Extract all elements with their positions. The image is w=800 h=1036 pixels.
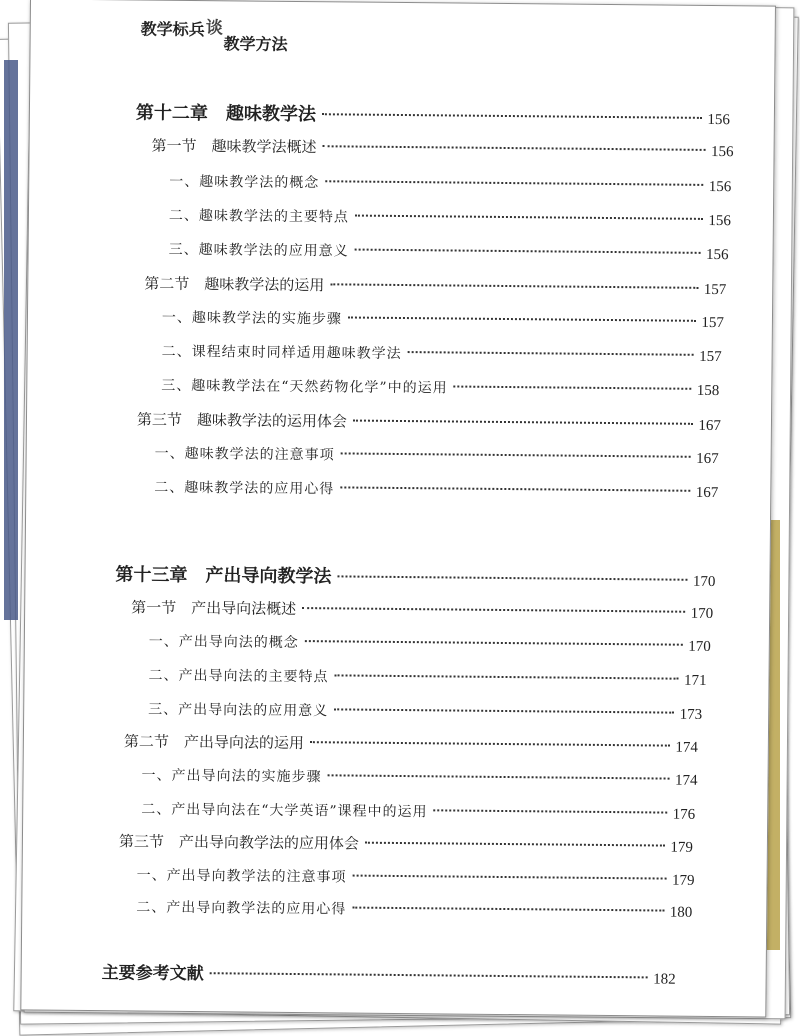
toc-item[interactable] <box>154 477 718 502</box>
toc-section[interactable] <box>124 730 698 757</box>
dot-leader <box>454 386 691 390</box>
dot-leader <box>323 145 705 151</box>
dot-leader <box>348 316 696 321</box>
toc-page-number: 156 <box>706 246 729 264</box>
toc-page-number: 156 <box>708 178 732 196</box>
toc-section-title: 第二节 趣味教学法的运用 <box>144 274 325 295</box>
dot-leader <box>335 674 679 679</box>
toc-page-number: 182 <box>653 971 676 988</box>
toc-page-number: 158 <box>696 382 720 400</box>
dot-leader <box>340 486 690 491</box>
toc-item[interactable] <box>162 307 724 332</box>
dot-leader <box>334 708 674 713</box>
dot-leader <box>322 113 702 119</box>
dot-leader <box>353 420 692 425</box>
toc-item-title: 一、产出导向教学法的注意事项 <box>136 867 347 886</box>
toc-page-number: 156 <box>707 111 730 129</box>
toc-item-title: 三、产出导向法的应用意义 <box>148 701 329 720</box>
toc-item[interactable] <box>148 699 702 724</box>
toc-item[interactable] <box>155 443 719 468</box>
dot-leader <box>365 842 664 847</box>
toc-section-title: 第一节 产出导向法概述 <box>131 598 297 619</box>
toc-item[interactable] <box>169 205 731 230</box>
toc-item-title: 二、产出导向法的主要特点 <box>148 667 329 686</box>
toc-item[interactable] <box>162 341 722 366</box>
toc-section[interactable] <box>137 408 721 435</box>
dot-leader <box>210 972 647 978</box>
toc-page-number: 179 <box>670 839 693 856</box>
toc-section[interactable] <box>119 830 693 857</box>
toc-page-number: 167 <box>695 484 719 502</box>
toc-page-number: 156 <box>710 143 734 161</box>
toc-page-number: 180 <box>669 904 693 921</box>
toc-chapter-title: 第十三章 产出导向教学法 <box>115 564 332 588</box>
toc-section-title: 第三节 产出导向教学法的应用体会 <box>118 832 360 853</box>
toc-chapter-13[interactable] <box>115 560 715 592</box>
toc-page-number: 157 <box>699 348 722 366</box>
toc-item-title: 二、课程结束时同样适用趣味教学法 <box>161 343 402 363</box>
dot-leader <box>337 575 687 580</box>
cover-edge-blue <box>4 60 18 620</box>
dot-leader <box>408 351 694 356</box>
dot-leader <box>328 774 670 779</box>
toc-chapter-title: 第十二章 趣味教学法 <box>135 102 317 126</box>
toc-item-title: 一、趣味教学法的实施步骤 <box>161 309 343 328</box>
dot-leader <box>434 809 667 813</box>
toc-item[interactable] <box>161 375 719 400</box>
dot-leader <box>353 875 667 880</box>
dot-leader <box>330 283 697 289</box>
dot-leader <box>302 607 684 613</box>
toc-item[interactable] <box>149 631 711 656</box>
running-head-part1: 教学标兵 <box>140 19 205 40</box>
toc-page <box>20 0 776 1018</box>
dot-leader <box>325 180 703 186</box>
toc-references-title: 主要参考文献 <box>101 963 204 985</box>
toc-item-title: 一、趣味教学法的概念 <box>169 173 320 192</box>
toc-item[interactable] <box>141 799 695 824</box>
running-head-part2: 教学方法 <box>223 34 288 54</box>
toc-page-number: 174 <box>674 772 698 789</box>
toc-item-title: 二、趣味教学法的主要特点 <box>168 207 350 226</box>
dot-leader <box>352 907 664 912</box>
toc-page-number: 167 <box>698 417 722 435</box>
toc-page-number: 174 <box>675 739 698 756</box>
toc-item-title: 三、趣味教学法在“天然药物化学”中的运用 <box>161 377 448 397</box>
toc-item-title: 一、产出导向法的实施步骤 <box>141 767 322 786</box>
dot-leader <box>341 452 691 457</box>
toc-section-title: 第一节 趣味教学法概述 <box>151 136 317 157</box>
toc-item-title: 一、产出导向法的概念 <box>148 633 299 652</box>
running-head <box>140 14 288 54</box>
toc-item-title: 二、趣味教学法的应用心得 <box>154 479 335 498</box>
toc-page-number: 167 <box>696 450 719 468</box>
toc-page-number: 170 <box>692 573 716 591</box>
toc-section-title: 第二节 产出导向法的运用 <box>123 732 304 753</box>
dot-leader <box>355 215 703 220</box>
toc-page-number: 176 <box>672 806 696 823</box>
toc-page-number: 157 <box>703 281 727 299</box>
toc-page-number: 156 <box>708 212 731 230</box>
toc-item-title: 三、趣味教学法的应用意义 <box>168 241 349 260</box>
toc-chapter-12[interactable] <box>136 98 730 130</box>
toc-page-number: 173 <box>679 706 703 723</box>
toc-item[interactable] <box>136 896 692 921</box>
toc-page-number: 170 <box>688 638 711 655</box>
dot-leader <box>310 741 669 746</box>
toc-page-number: 157 <box>701 314 725 332</box>
toc-item[interactable] <box>169 239 729 264</box>
toc-section[interactable] <box>131 596 713 623</box>
dot-leader <box>305 640 683 646</box>
toc-section[interactable] <box>152 135 734 162</box>
toc-section-title: 第三节 趣味教学法的运用体会 <box>136 410 348 431</box>
toc-item[interactable] <box>137 864 695 889</box>
toc-page-number: 170 <box>690 605 714 623</box>
toc-page-number: 171 <box>683 672 707 689</box>
toc-item[interactable] <box>148 665 706 690</box>
toc-item-title: 二、产出导向教学法的应用心得 <box>136 899 347 918</box>
toc-item[interactable] <box>169 171 731 196</box>
toc-item-title: 二、产出导向法在“大学英语”课程中的运用 <box>141 801 428 821</box>
dot-leader <box>355 249 701 254</box>
toc-references[interactable] <box>102 958 676 989</box>
toc-page-number: 179 <box>672 872 695 889</box>
running-head-sep: 谈 <box>205 18 223 39</box>
toc-section[interactable] <box>144 273 726 300</box>
toc-item[interactable] <box>141 765 697 790</box>
toc-item-title: 一、趣味教学法的注意事项 <box>154 445 335 464</box>
